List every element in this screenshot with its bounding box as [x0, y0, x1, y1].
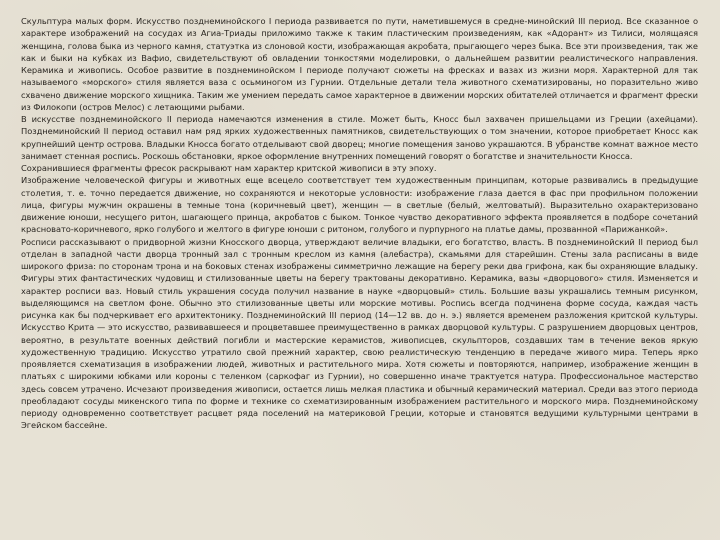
- paragraph: Сохранившиеся фрагменты фресок раскрывают нам характер критской живописи в эту эпоху.: [21, 163, 437, 173]
- document-body: [21, 15, 698, 432]
- paragraph: Росписи рассказывают о придворной жизни Кносского дворца, утверждают величие владыки, его богатство, власть. В позднеминойский II период был отделан в западной части дворца тронный зал с тронным креслом из камня (алебастра), скамьями для старейшин. Стены зала расписаны в виде широкого фриза: по сторонам трона и на боковых стенах изображены симметрично лежащие на берегу реки два грифона, как бы охраняющие владыку. Фигуры этих фантастических чудовищ и стилизованные цветы на берегу трактованы декоративно. Керамика, вазы «дворцового» стиля. Изменяется и характер росписи ваз. Новый стиль украшения сосуда получил название в науке «дворцовый» стиль. Большие вазы украшались темным рисунком, выделяющимся на светлом фоне. Обычно это стилизованные цветы или морские мотивы. Роспись всегда подчинена форме сосуда, каждая часть рисунка как бы подчеркивает его архитектонику. Позднеминойский III период (14—12 вв. до н. э.) является временем разложения критской культуры. Искусство Крита — это искусство, развивавшееся и процветавшее преимущественно в рамках дворцовой культуры. С разрушением дворцовых центров, вероятно, в результате военных действий погибли и мастерские керамистов, живописцев, скульпторов, создавших там в течение веков яркую художественную традицию. Искусство утратило свой прежний характер, свою реалистическую тенденцию в передаче живого мира. Теперь ярко проявляется схематизация в изображении людей, животных и растительного мира. Хотя сюжеты и повторяются, например, изображение женщин в платьях с широкими юбками или короны с теленком (саркофаг из Гурнии), но совершенно иначе трактуется натура. Профессиональное мастерство здесь совсем утрачено. Исчезают произведения живописи, остается лишь мелкая пластика и обычный керамический материал. Среди ваз этого периода преобладают сосуды микенского типа по форме и технике со схематизированным изображением растительного и морского мира. Позднеминойскому периоду одновременно соответствует расцвет ряда поселений на материковой Греции, которые и становятся ведущими культурными центрами в Эгейском бассейне.: [21, 236, 698, 431]
- paragraph: В искусстве позднеминойского II периода намечаются изменения в стиле. Может быть, Кносс был захвачен пришельцами из Греции (ахейцами). Позднеминойский II период оставил нам ряд ярких художественных памятников, свидетельствующих о том значении, которое приобретает Кносс как крупнейший центр острова. Владыки Кносса богато отделывают свой дворец; многие помещения заново украшаются. В убранстве комнат важное место занимает стенная роспись. Роскошь обстановки, яркое оформление внутренних помещений говорят о богатстве и значительности Кносса.: [21, 114, 698, 161]
- paragraph: Скульптура малых форм. Искусство позднеминойского I периода развивается по пути, наметившемуся в средне-минойский III период. Все сказанное о характере изображений на сосудах из Агиа-Триады приложимо также к таким пластическим произведениям, как «Адорант» из Тилиси, молящаяся женщина, голова быка из черного камня, статуэтка из слоновой кости, изображающая акробата, прыгающего через быка. Все эти произведения, так же как и быки на кубках из Вафио, свидетельствуют об овладении тонкостями моделировки, о дальнейшем развитии реалистического направления. Керамика и живопись. Особое развитие в позднеминойском I периоде получают сюжеты на фресках и вазах из жизни моря. Характерной для так называемого «морского» стиля является ваза с осьминогом из Гурнии. Отдельные детали тела животного схематизированы, но поразительно живо схвачено движение морского хищника. Таким же умением передать самое характерное в движении морских обитателей отличается и фрагмент фрески из Филокопи (остров Мелос) с летающими рыбами.: [21, 16, 698, 112]
- paragraph: Изображение человеческой фигуры и животных еще всецело соответствует тем художественным принципам, которые развивались в предыдущие столетия, т. е. точно передается движение, но сохраняются и некоторые условности: изображение глаза дается в фас при профильном положении лица, фигуры мужчин окрашены в темные тона (коричневый цвет), женщин — в светлые (белый, желтоватый). Выразительно охарактеризовано движение юноши, несущего ритон, шагающего принца, акробатов с быком. Тонкое чувство декоративного эффекта проявляется в подборе сочетаний красновато-коричневого, ярко голубого и желтого в фигуре юноши с ритоном, голубого и пурпурного на платье дамы, прозванной «Парижанкой».: [21, 175, 698, 235]
